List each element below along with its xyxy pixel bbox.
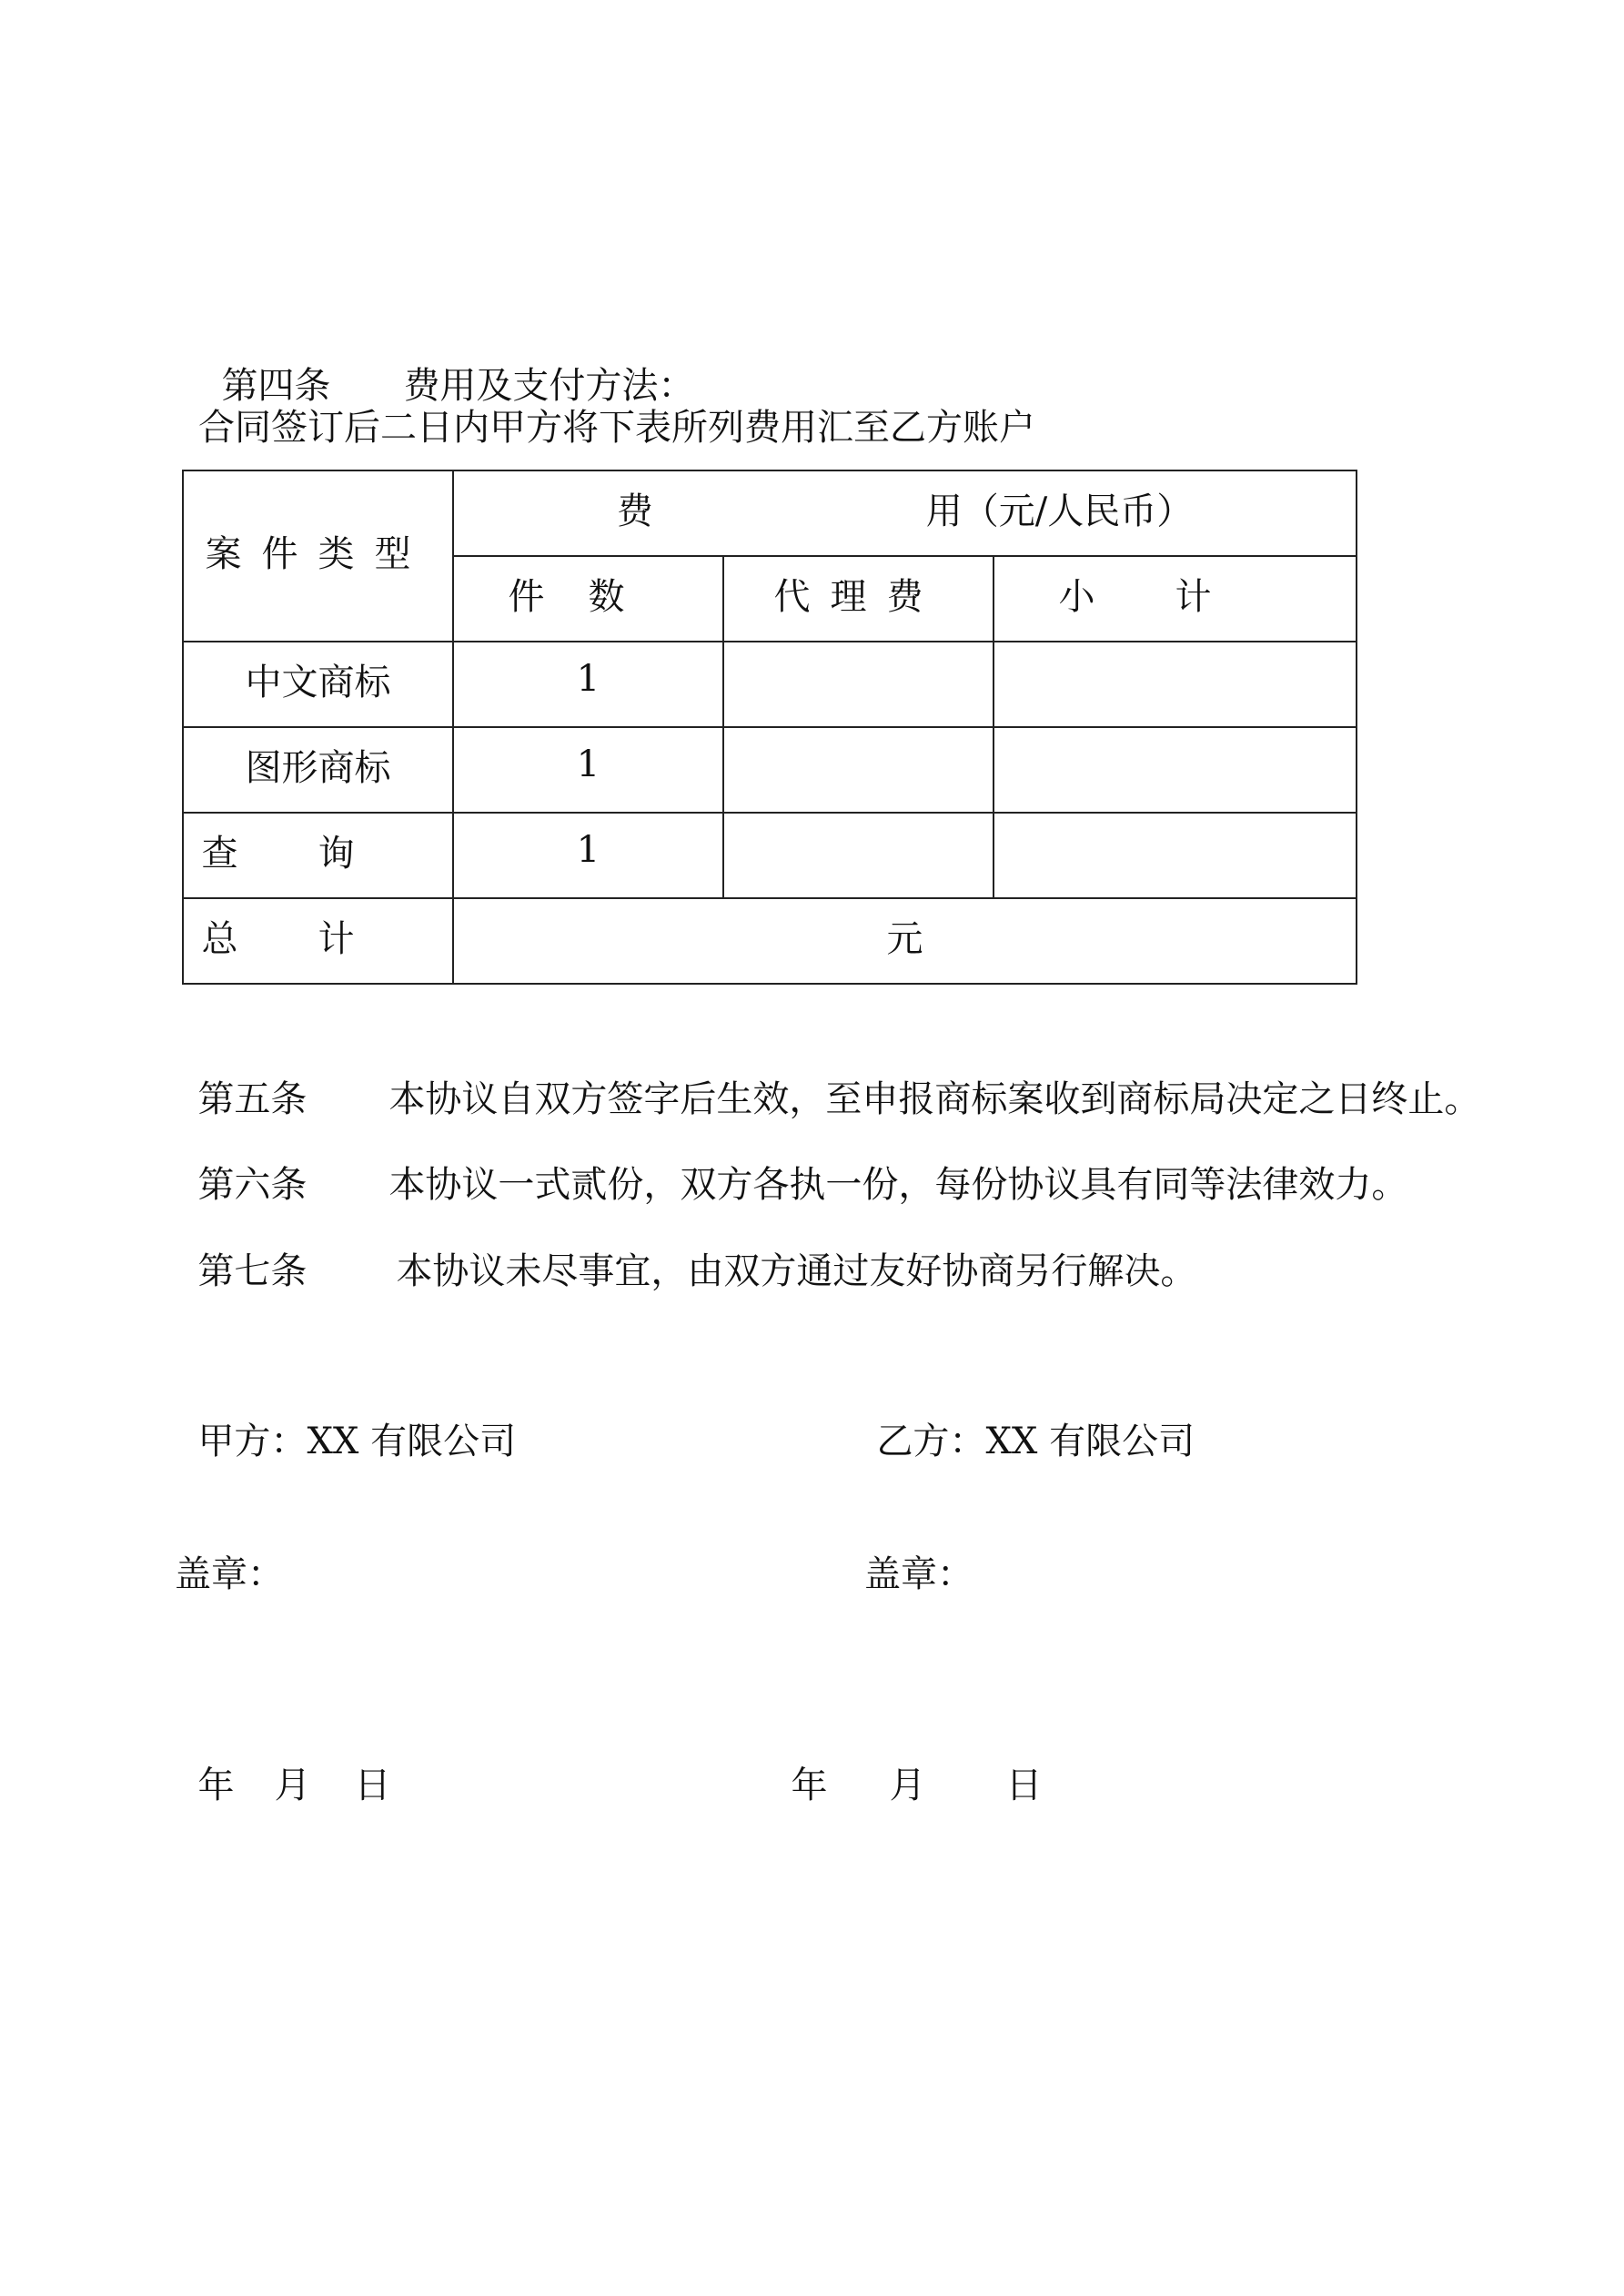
col-agency-fee-header: 代理费 bbox=[723, 556, 994, 642]
party-a-name: XX 有限公司 bbox=[307, 1421, 517, 1462]
row-type: 图形商标 bbox=[183, 727, 453, 813]
payment-note: 合同签订后二日内甲方将下表所列费用汇至乙方账户 bbox=[198, 407, 1035, 449]
party-b-label: 乙方： bbox=[876, 1421, 986, 1462]
article-4-heading bbox=[198, 320, 694, 408]
col-count-header: 件数 bbox=[453, 556, 723, 642]
article-5-label: 第五条 bbox=[197, 1078, 308, 1120]
article-7 bbox=[175, 1206, 1196, 1293]
row-agency-fee bbox=[723, 813, 994, 898]
row-subtotal bbox=[994, 813, 1357, 898]
party-a-label: 甲方： bbox=[197, 1421, 308, 1462]
party-a-date bbox=[175, 1720, 390, 1807]
article-6 bbox=[175, 1119, 1407, 1207]
row-count: 1 bbox=[453, 727, 723, 813]
fee-header-left: 费 bbox=[616, 490, 653, 532]
article-7-text: 本协议未尽事宜，由双方通过友好协商另行解决。 bbox=[396, 1250, 1197, 1292]
article-6-text: 本协议一式贰份，双方各执一份，每份协议具有同等法律效力。 bbox=[388, 1164, 1408, 1206]
party-a-month: 月 bbox=[274, 1765, 311, 1806]
total-label: 总计 bbox=[183, 898, 453, 984]
article-5-text: 本协议自双方签字后生效，至申报商标案收到商标局决定之日终止。 bbox=[388, 1078, 1481, 1120]
total-unit: 元 bbox=[453, 898, 1357, 984]
case-type-header: 案件类型 bbox=[183, 470, 453, 642]
party-b bbox=[853, 1376, 1195, 1463]
party-b-day: 日 bbox=[1005, 1765, 1043, 1806]
party-a-day: 日 bbox=[354, 1765, 391, 1806]
party-a bbox=[175, 1376, 516, 1463]
party-b-seal: 盖章： bbox=[864, 1553, 973, 1595]
table-row bbox=[183, 727, 1357, 813]
col-subtotal-header: 小计 bbox=[994, 556, 1357, 642]
table-row bbox=[183, 642, 1357, 727]
article-6-label: 第六条 bbox=[197, 1164, 308, 1206]
party-a-year: 年 bbox=[197, 1765, 235, 1806]
row-subtotal bbox=[994, 727, 1357, 813]
fee-table bbox=[182, 470, 1357, 985]
party-a-seal: 盖章： bbox=[175, 1553, 284, 1595]
row-count: 1 bbox=[453, 642, 723, 727]
article-4-label: 第四条 bbox=[221, 365, 331, 407]
fee-header-right: 用（元/人民币） bbox=[925, 490, 1194, 532]
row-subtotal bbox=[994, 642, 1357, 727]
party-b-name: XX 有限公司 bbox=[985, 1421, 1195, 1462]
party-b-year: 年 bbox=[791, 1765, 828, 1806]
article-7-label: 第七条 bbox=[197, 1250, 308, 1292]
total-row bbox=[183, 898, 1357, 984]
row-agency-fee bbox=[723, 642, 994, 727]
article-5 bbox=[175, 1034, 1480, 1121]
party-b-date bbox=[768, 1720, 1042, 1807]
party-b-month: 月 bbox=[889, 1765, 926, 1806]
fee-header bbox=[453, 470, 1357, 556]
article-4-title: 费用及支付方法： bbox=[403, 365, 695, 407]
row-count: 1 bbox=[453, 813, 723, 898]
table-row bbox=[183, 813, 1357, 898]
row-type: 查询 bbox=[183, 813, 453, 898]
row-type: 中文商标 bbox=[183, 642, 453, 727]
row-agency-fee bbox=[723, 727, 994, 813]
